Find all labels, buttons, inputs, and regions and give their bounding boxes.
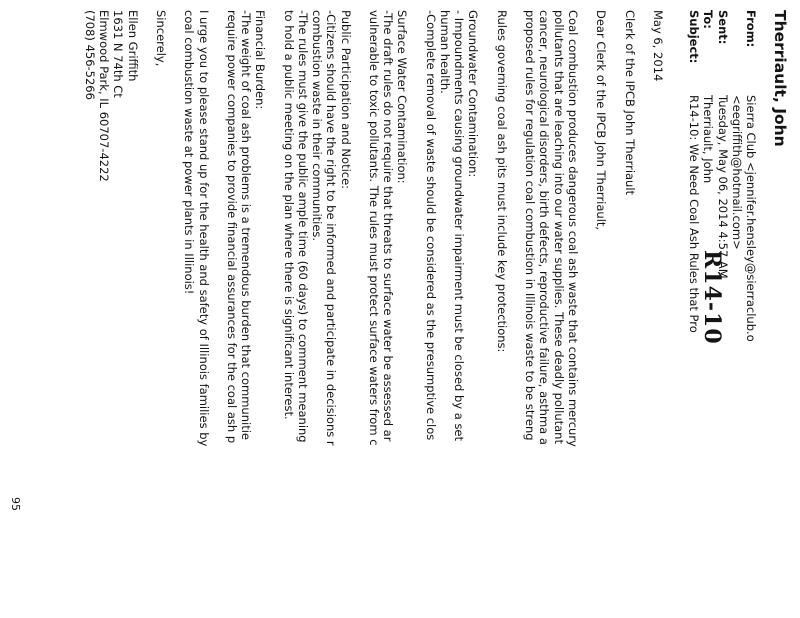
email-header	[687, 10, 758, 618]
body-line: Coal combustion produces dangerous coal ash waste that contains mercury	[565, 10, 580, 447]
header-value: Tuesday, May 06, 2014 4:57 AM	[715, 95, 730, 279]
header-row	[730, 10, 744, 618]
body-line: -The draft rules do not require that threats to surface water be assessed ar	[381, 10, 396, 442]
header-value: <eegriffith@hotmail.com>	[729, 95, 744, 250]
body-paragraph	[282, 10, 353, 618]
body-line: Groundwater Contamination:	[466, 10, 481, 178]
body-paragraph	[523, 10, 580, 618]
body-paragraph	[622, 10, 636, 618]
body-line: -The rules must give the public ample time (60 days) to comment meaning	[296, 10, 311, 443]
header-label: Subject:	[687, 10, 702, 64]
body-line: May 6, 2014	[651, 10, 665, 82]
body-line: Rules governing coal ash pits must include key protections:	[494, 10, 509, 353]
body-line: - Impoundments causing groundwater impairment must be closed by a set	[452, 10, 467, 442]
body-line: Surface Water Contamination:	[395, 10, 410, 184]
body-paragraph	[424, 10, 481, 618]
body-line: coal combustion waste at power plants in Illinois!	[182, 10, 197, 295]
body-line: Clerk of the IPCB John Therriault	[622, 10, 637, 196]
body-paragraph	[154, 10, 168, 618]
header-label: To:	[701, 10, 716, 29]
file-code: R14-10	[699, 250, 725, 345]
body-line: require power companies to provide financial assurances for the coal ash p	[225, 10, 240, 444]
body-paragraph	[594, 10, 608, 618]
body-line: Sincerely,	[154, 10, 169, 67]
header-row	[744, 10, 758, 618]
body-line: 1631 N 74th Ct	[111, 10, 126, 98]
body-line: I urge you to please stand up for the health and safety of Illinois families by	[196, 10, 211, 447]
header-label: Sent:	[715, 10, 730, 45]
body-line: Financial Burden:	[253, 10, 268, 110]
body-line: cancer, neurological disorders, birth defects, reproductive failure, asthma a	[537, 10, 552, 445]
body-line: -Citizens should have the right to be informed and participate in decisions r	[324, 10, 339, 446]
body-line: pollutants that are leaching into our water supplies. These deadly pollutant	[551, 10, 566, 444]
header-label	[730, 10, 744, 95]
body-line: Dear Clerk of the IPCB John Therriault,	[594, 10, 609, 231]
header-row	[715, 10, 729, 618]
body-line: to hold a public meeting on the plan where there is significant interest.	[281, 10, 296, 420]
body-paragraph	[495, 10, 509, 618]
header-label: From:	[744, 10, 758, 48]
body-line: Public Participation and Notice:	[338, 10, 353, 190]
body-line: Ellen Griffith	[125, 10, 140, 82]
body-line: Elmwood Park, IL 60707-4222	[97, 10, 112, 182]
body-line: -The weight of coal ash problems is a tremendous burden that communitie	[239, 10, 254, 440]
header-row	[701, 10, 715, 618]
header-value: Therriault, John	[701, 95, 716, 184]
body-line: human health.	[438, 10, 453, 94]
header-value: Sierra Club <jennifer.hensley@sierraclub.o	[744, 95, 758, 342]
header-value: R14-10: We Need Coal Ash Rules that Pro	[687, 95, 702, 333]
body-paragraph	[367, 10, 410, 618]
body-line: proposed rules for regulation coal combustion in Illinois waste to be streng	[523, 10, 538, 441]
body-line: vulnerable to toxic pollutants. The rules must protect surface waters from c	[367, 10, 382, 446]
body-paragraph	[225, 10, 268, 618]
body-line: (708) 456-5266	[83, 10, 98, 100]
body-paragraph	[83, 10, 140, 618]
body-line: combustion waste in their communities.	[310, 10, 325, 242]
body-paragraph	[651, 10, 665, 618]
email-body	[69, 10, 665, 618]
header-row	[687, 10, 701, 618]
body-line: -Complete removal of waste should be considered as the presumptive clos	[423, 10, 438, 441]
body-paragraph	[182, 10, 210, 618]
sender-name: Therriault, John	[771, 10, 789, 147]
page-number: 95	[9, 497, 22, 511]
